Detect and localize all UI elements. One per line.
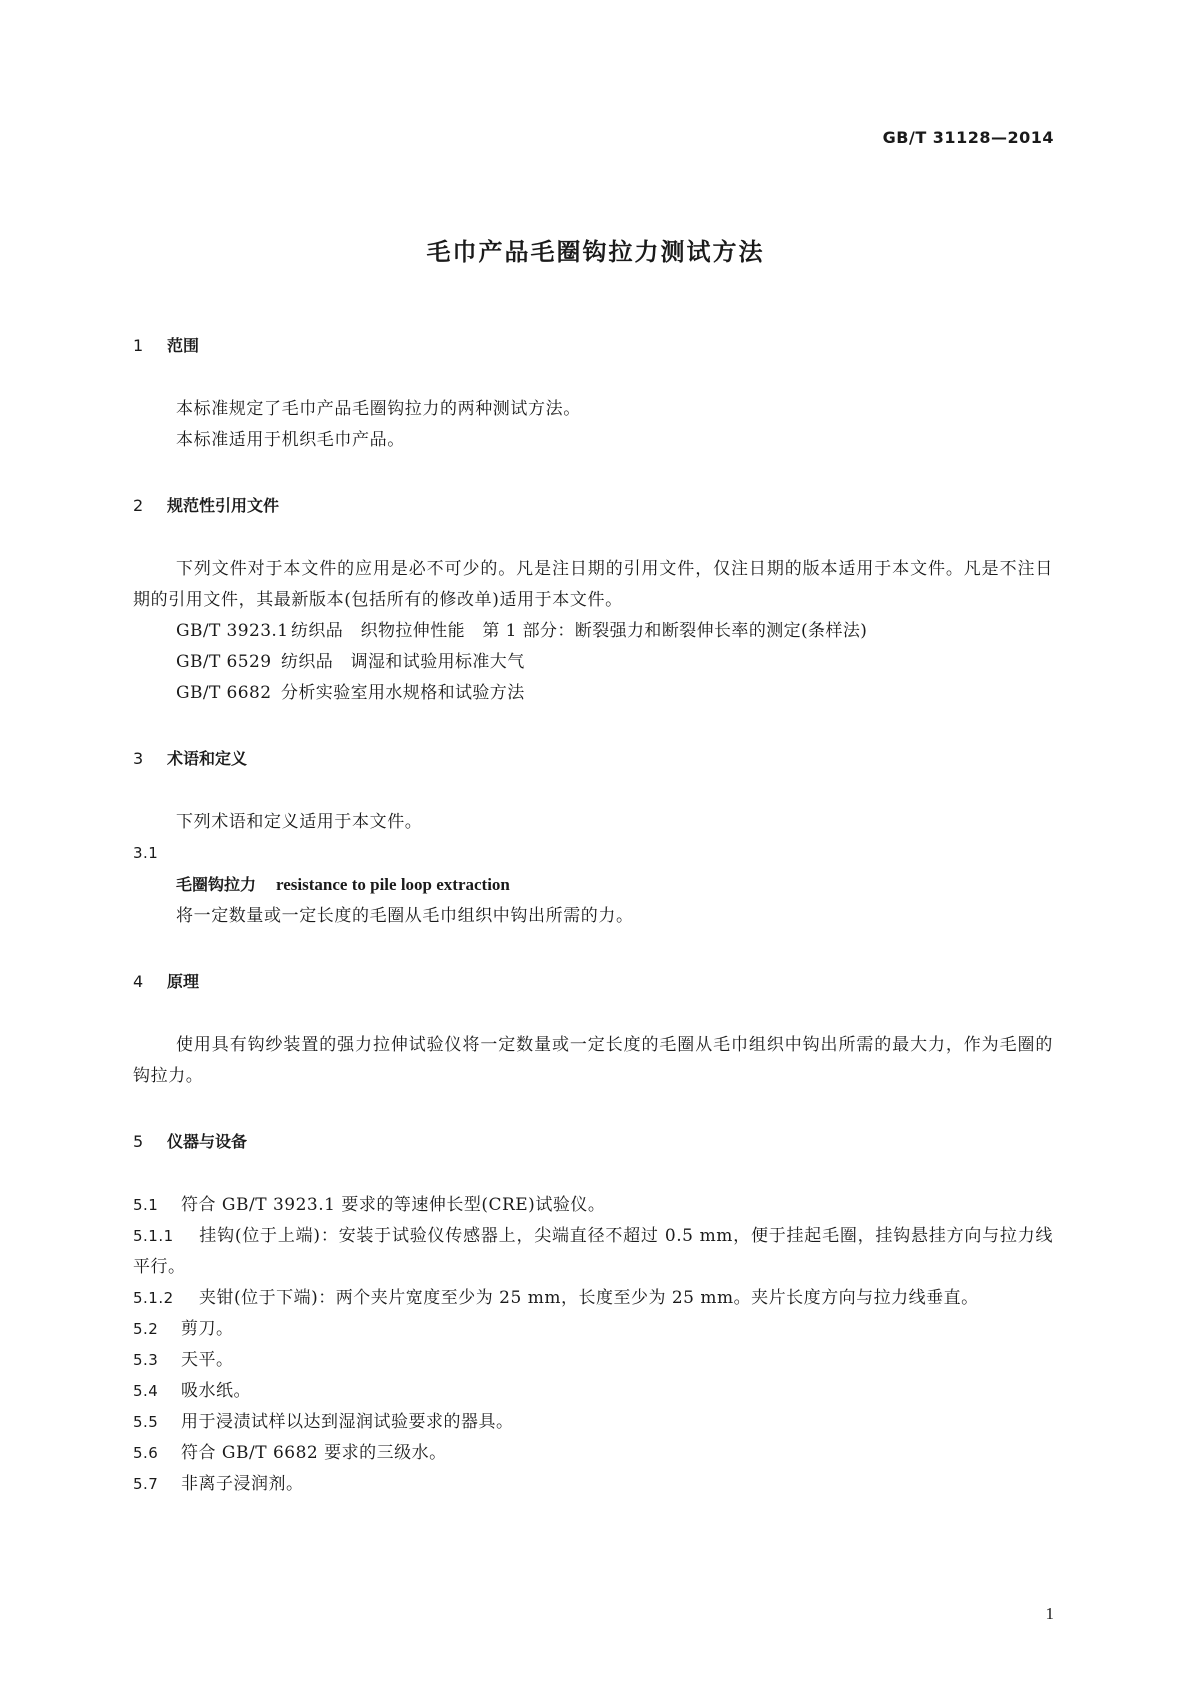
section-title: 范围 [167, 336, 200, 355]
clause-number: 5.4 [133, 1382, 159, 1400]
section-title: 规范性引用文件 [167, 496, 280, 515]
section-4-heading [133, 966, 1053, 997]
clause-text: 天平。 [181, 1350, 234, 1370]
term-chinese: 毛圈钩拉力 [176, 875, 257, 894]
clause-text: 夹钳(位于下端)：两个夹片宽度至少为 25 mm，长度至少为 25 mm。夹片长度方向与拉力线垂直。 [199, 1288, 979, 1308]
clause-text: 非离子浸润剂。 [181, 1474, 304, 1494]
section-title: 仪器与设备 [167, 1132, 248, 1151]
clause-item [133, 1469, 1053, 1500]
clause-item [133, 1438, 1053, 1469]
section-1-paragraph-1: 本标准规定了毛巾产品毛圈钩拉力的两种测试方法。 [176, 399, 581, 419]
section-title: 原理 [167, 972, 200, 991]
clause-text: 用于浸渍试样以达到湿润试验要求的器具。 [181, 1412, 514, 1432]
clause-text: 符合 GB/T 3923.1 要求的等速伸长型(CRE)试验仪。 [181, 1195, 606, 1215]
normative-reference [133, 616, 1053, 647]
clause-text: 挂钩(位于上端)：安装于试验仪传感器上，尖端直径不超过 0.5 mm，便于挂起毛圈，挂钩悬挂方向与拉力线平行。 [133, 1226, 1053, 1277]
section-3-paragraph-1: 下列术语和定义适用于本文件。 [176, 812, 423, 832]
term-number [133, 838, 1053, 869]
clause-number: 5.7 [133, 1475, 159, 1493]
standard-code: GB/T 31128—2014 [882, 128, 1054, 147]
clause-item [133, 1221, 1053, 1283]
clause-number: 5.6 [133, 1444, 159, 1462]
section-number: 3 [133, 749, 144, 768]
clause-item [133, 1345, 1053, 1376]
term-english: resistance to pile loop extraction [276, 875, 510, 894]
clause-number: 5.1 [133, 1196, 159, 1214]
page-number: 1 [1045, 1604, 1054, 1623]
normative-reference [133, 678, 1053, 709]
clause-item [133, 1190, 1053, 1221]
document-title: 毛巾产品毛圈钩拉力测试方法 [426, 238, 765, 266]
clause-text: 吸水纸。 [181, 1381, 251, 1401]
clause-item [133, 1407, 1053, 1438]
clause-number: 5.5 [133, 1413, 159, 1431]
clause-number: 5.2 [133, 1320, 159, 1338]
section-1-paragraph-2: 本标准适用于机织毛巾产品。 [176, 430, 405, 450]
reference-title: 分析实验室用水规格和试验方法 [281, 683, 525, 703]
clause-item [133, 1314, 1053, 1345]
section-number: 4 [133, 972, 144, 991]
clause-number: 3.1 [133, 844, 159, 862]
term-entry [133, 869, 1053, 901]
clause-text: 剪刀。 [181, 1319, 234, 1339]
term-definition: 将一定数量或一定长度的毛圈从毛巾组织中钩出所需的力。 [176, 906, 634, 926]
section-1-heading [133, 330, 1053, 361]
clause-number: 5.1.2 [133, 1289, 174, 1307]
clause-number: 5.3 [133, 1351, 159, 1369]
normative-reference [133, 647, 1053, 678]
section-2-heading [133, 490, 1053, 521]
clause-item [133, 1376, 1053, 1407]
section-number: 2 [133, 496, 144, 515]
clause-number: 5.1.1 [133, 1227, 174, 1245]
reference-title: 纺织品 织物拉伸性能 第 1 部分：断裂强力和断裂伸长率的测定(条样法) [291, 621, 868, 641]
document-body [133, 330, 1053, 1500]
reference-code: GB/T 3923.1 [176, 621, 289, 641]
section-number: 5 [133, 1132, 144, 1151]
clause-text: 符合 GB/T 6682 要求的三级水。 [181, 1443, 447, 1463]
clause-item [133, 1283, 1053, 1314]
section-4-paragraph-1: 使用具有钩纱装置的强力拉伸试验仪将一定数量或一定长度的毛圈从毛巾组织中钩出所需的最大力，作为毛圈的钩拉力。 [133, 1035, 1053, 1086]
section-2-paragraph-1: 下列文件对于本文件的应用是必不可少的。凡是注日期的引用文件，仅注日期的版本适用于本文件。凡是不注日期的引用文件，其最新版本(包括所有的修改单)适用于本文件。 [133, 559, 1053, 610]
section-5-heading [133, 1126, 1053, 1157]
reference-title: 纺织品 调湿和试验用标准大气 [281, 652, 525, 672]
section-3-heading [133, 743, 1053, 774]
reference-code: GB/T 6529 [176, 652, 272, 672]
section-number: 1 [133, 336, 144, 355]
reference-code: GB/T 6682 [176, 683, 272, 703]
section-title: 术语和定义 [167, 749, 248, 768]
